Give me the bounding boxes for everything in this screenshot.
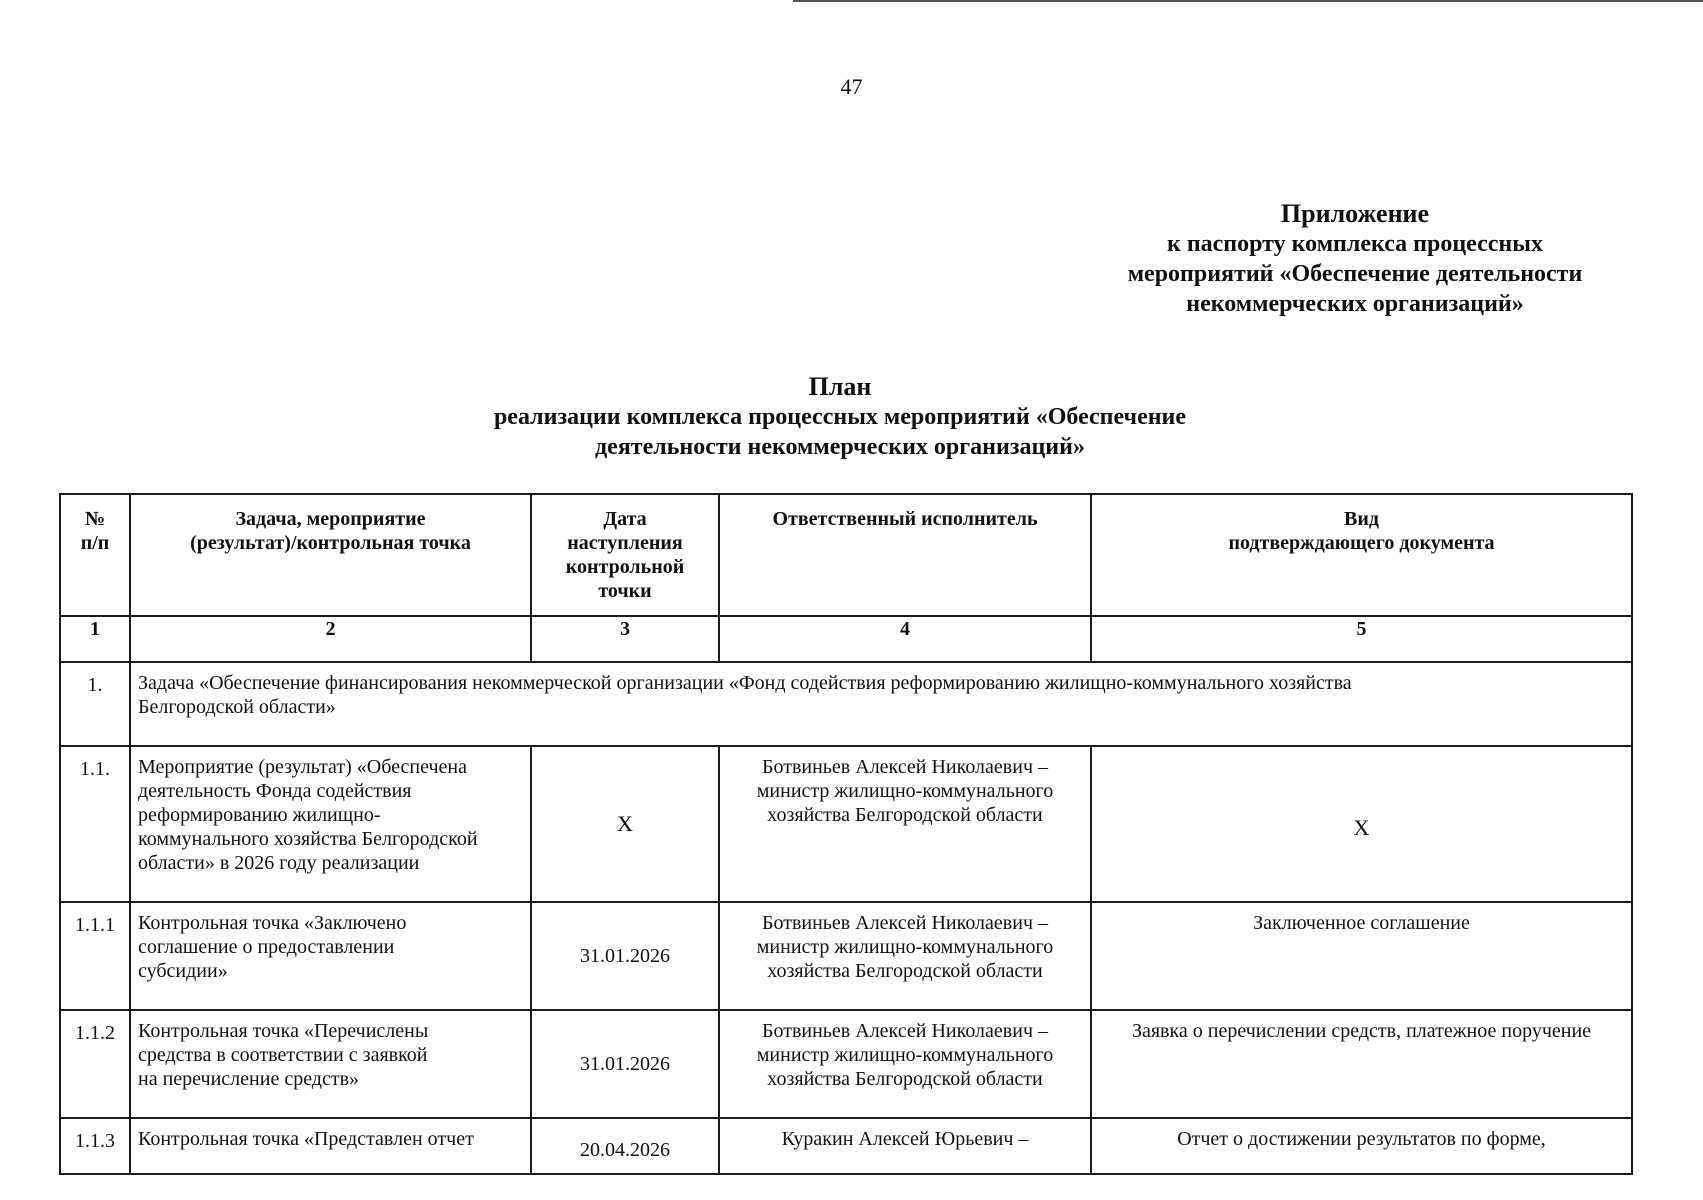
row-task-line: Контрольная точка «Перечислены [138, 1020, 429, 1042]
row-task-line: деятельность Фонда содействия [138, 780, 412, 802]
header-document-line: подтверждающего документа [1228, 532, 1495, 554]
row-task [130, 1010, 531, 1118]
plan-title-line: деятельности некоммерческих организаций» [595, 434, 1085, 460]
row-number: 1.1.3 [60, 1118, 130, 1174]
appendix-line: некоммерческих организаций» [1186, 291, 1524, 317]
column-number: 3 [531, 616, 719, 662]
header-document [1091, 494, 1632, 616]
task-text [130, 662, 1632, 746]
header-num [60, 494, 130, 616]
row-task-line: соглашение о предоставлении [138, 936, 395, 958]
column-number: 5 [1091, 616, 1632, 662]
row-date: 31.01.2026 [531, 1010, 719, 1118]
row-responsible [719, 746, 1091, 902]
row-task-line: Контрольная точка «Представлен отчет [138, 1128, 474, 1150]
header-num-line: № [84, 508, 106, 530]
row-task-line: области» в 2026 году реализации [138, 852, 420, 874]
header-responsible [719, 494, 1091, 616]
row-responsible-line: министр жилищно-коммунального [756, 780, 1054, 802]
header-date-line: контрольной [565, 556, 685, 578]
row-document-line: Отчет о достижении результатов по форме, [1177, 1128, 1546, 1150]
row-responsible-line: хозяйства Белгородской области [767, 1068, 1043, 1090]
header-responsible-line: Ответственный исполнитель [772, 508, 1038, 530]
row-responsible-line: хозяйства Белгородской области [767, 960, 1043, 982]
row-number: 1. [60, 662, 130, 746]
row-task-line: субсидии» [138, 960, 228, 982]
plan-title [0, 372, 1680, 462]
row-task [130, 1118, 531, 1174]
row-task-line: средства в соответствии с заявкой [138, 1044, 428, 1066]
column-number: 1 [60, 616, 130, 662]
table-header-row [60, 494, 1632, 616]
appendix-line: мероприятий «Обеспечение деятельности [1127, 261, 1583, 287]
column-number: 4 [719, 616, 1091, 662]
appendix-line: Приложение [1280, 199, 1430, 228]
column-number-row [60, 616, 1632, 662]
row-responsible-line: министр жилищно-коммунального [756, 1044, 1054, 1066]
table-row [60, 1118, 1632, 1174]
header-date-line: наступления [567, 532, 683, 554]
row-task-line: на перечисление средств» [138, 1068, 360, 1090]
row-number: 1.1.1 [60, 902, 130, 1010]
row-task [130, 902, 531, 1010]
row-number: 1.1.2 [60, 1010, 130, 1118]
row-date: 31.01.2026 [531, 902, 719, 1010]
plan-title-line: План [808, 372, 872, 401]
column-number: 2 [130, 616, 531, 662]
row-document-line: Х [1353, 815, 1370, 840]
row-document [1091, 1118, 1632, 1174]
header-date-line: Дата [603, 508, 647, 530]
table-row [60, 746, 1632, 902]
row-document [1091, 902, 1632, 1010]
row-task-line: реформированию жилищно- [138, 804, 381, 826]
row-responsible-line: Куракин Алексей Юрьевич – [781, 1128, 1029, 1150]
task-text-line: Задача «Обеспечение финансирования некоммерческой организации «Фонд содействия реформированию жилищно-коммунального хозяйства [138, 672, 1352, 694]
row-task [130, 746, 531, 902]
row-number: 1.1. [60, 746, 130, 902]
row-responsible [719, 1118, 1091, 1174]
row-task-line: коммунального хозяйства Белгородской [138, 828, 478, 850]
row-responsible-line: хозяйства Белгородской области [767, 804, 1043, 826]
appendix-heading [1080, 199, 1630, 319]
row-date: 20.04.2026 [531, 1118, 719, 1174]
header-task [130, 494, 531, 616]
table-row [60, 902, 1632, 1010]
row-responsible-line: Ботвиньев Алексей Николаевич – [762, 756, 1048, 778]
row-document [1091, 746, 1632, 902]
row-responsible [719, 902, 1091, 1010]
top-rule [793, 0, 1703, 2]
header-date-line: точки [598, 580, 652, 602]
row-document-line: Заявка о перечислении средств, платежное поручение [1131, 1020, 1592, 1042]
row-task-line: Контрольная точка «Заключено [138, 912, 407, 934]
row-document-line: Заключенное соглашение [1253, 912, 1470, 934]
row-task-line: Мероприятие (результат) «Обеспечена [138, 756, 467, 778]
row-responsible-line: министр жилищно-коммунального [756, 936, 1054, 958]
header-task-line: Задача, мероприятие [235, 508, 426, 530]
page-number: 47 [840, 74, 863, 99]
plan-table [59, 493, 1633, 1175]
row-responsible-line: Ботвиньев Алексей Николаевич – [762, 1020, 1048, 1042]
header-num-line: п/п [80, 532, 110, 554]
row-responsible [719, 1010, 1091, 1118]
header-document-line: Вид [1344, 508, 1379, 530]
plan-title-line: реализации комплекса процессных мероприятий «Обеспечение [493, 404, 1187, 430]
appendix-line: к паспорту комплекса процессных [1167, 231, 1543, 257]
table-row [60, 1010, 1632, 1118]
row-responsible-line: Ботвиньев Алексей Николаевич – [762, 912, 1048, 934]
header-date [531, 494, 719, 616]
row-date: Х [531, 746, 719, 902]
row-document [1091, 1010, 1632, 1118]
task-text-line: Белгородской области» [138, 696, 336, 718]
task-row [60, 662, 1632, 746]
header-task-line: (результат)/контрольная точка [190, 532, 471, 554]
